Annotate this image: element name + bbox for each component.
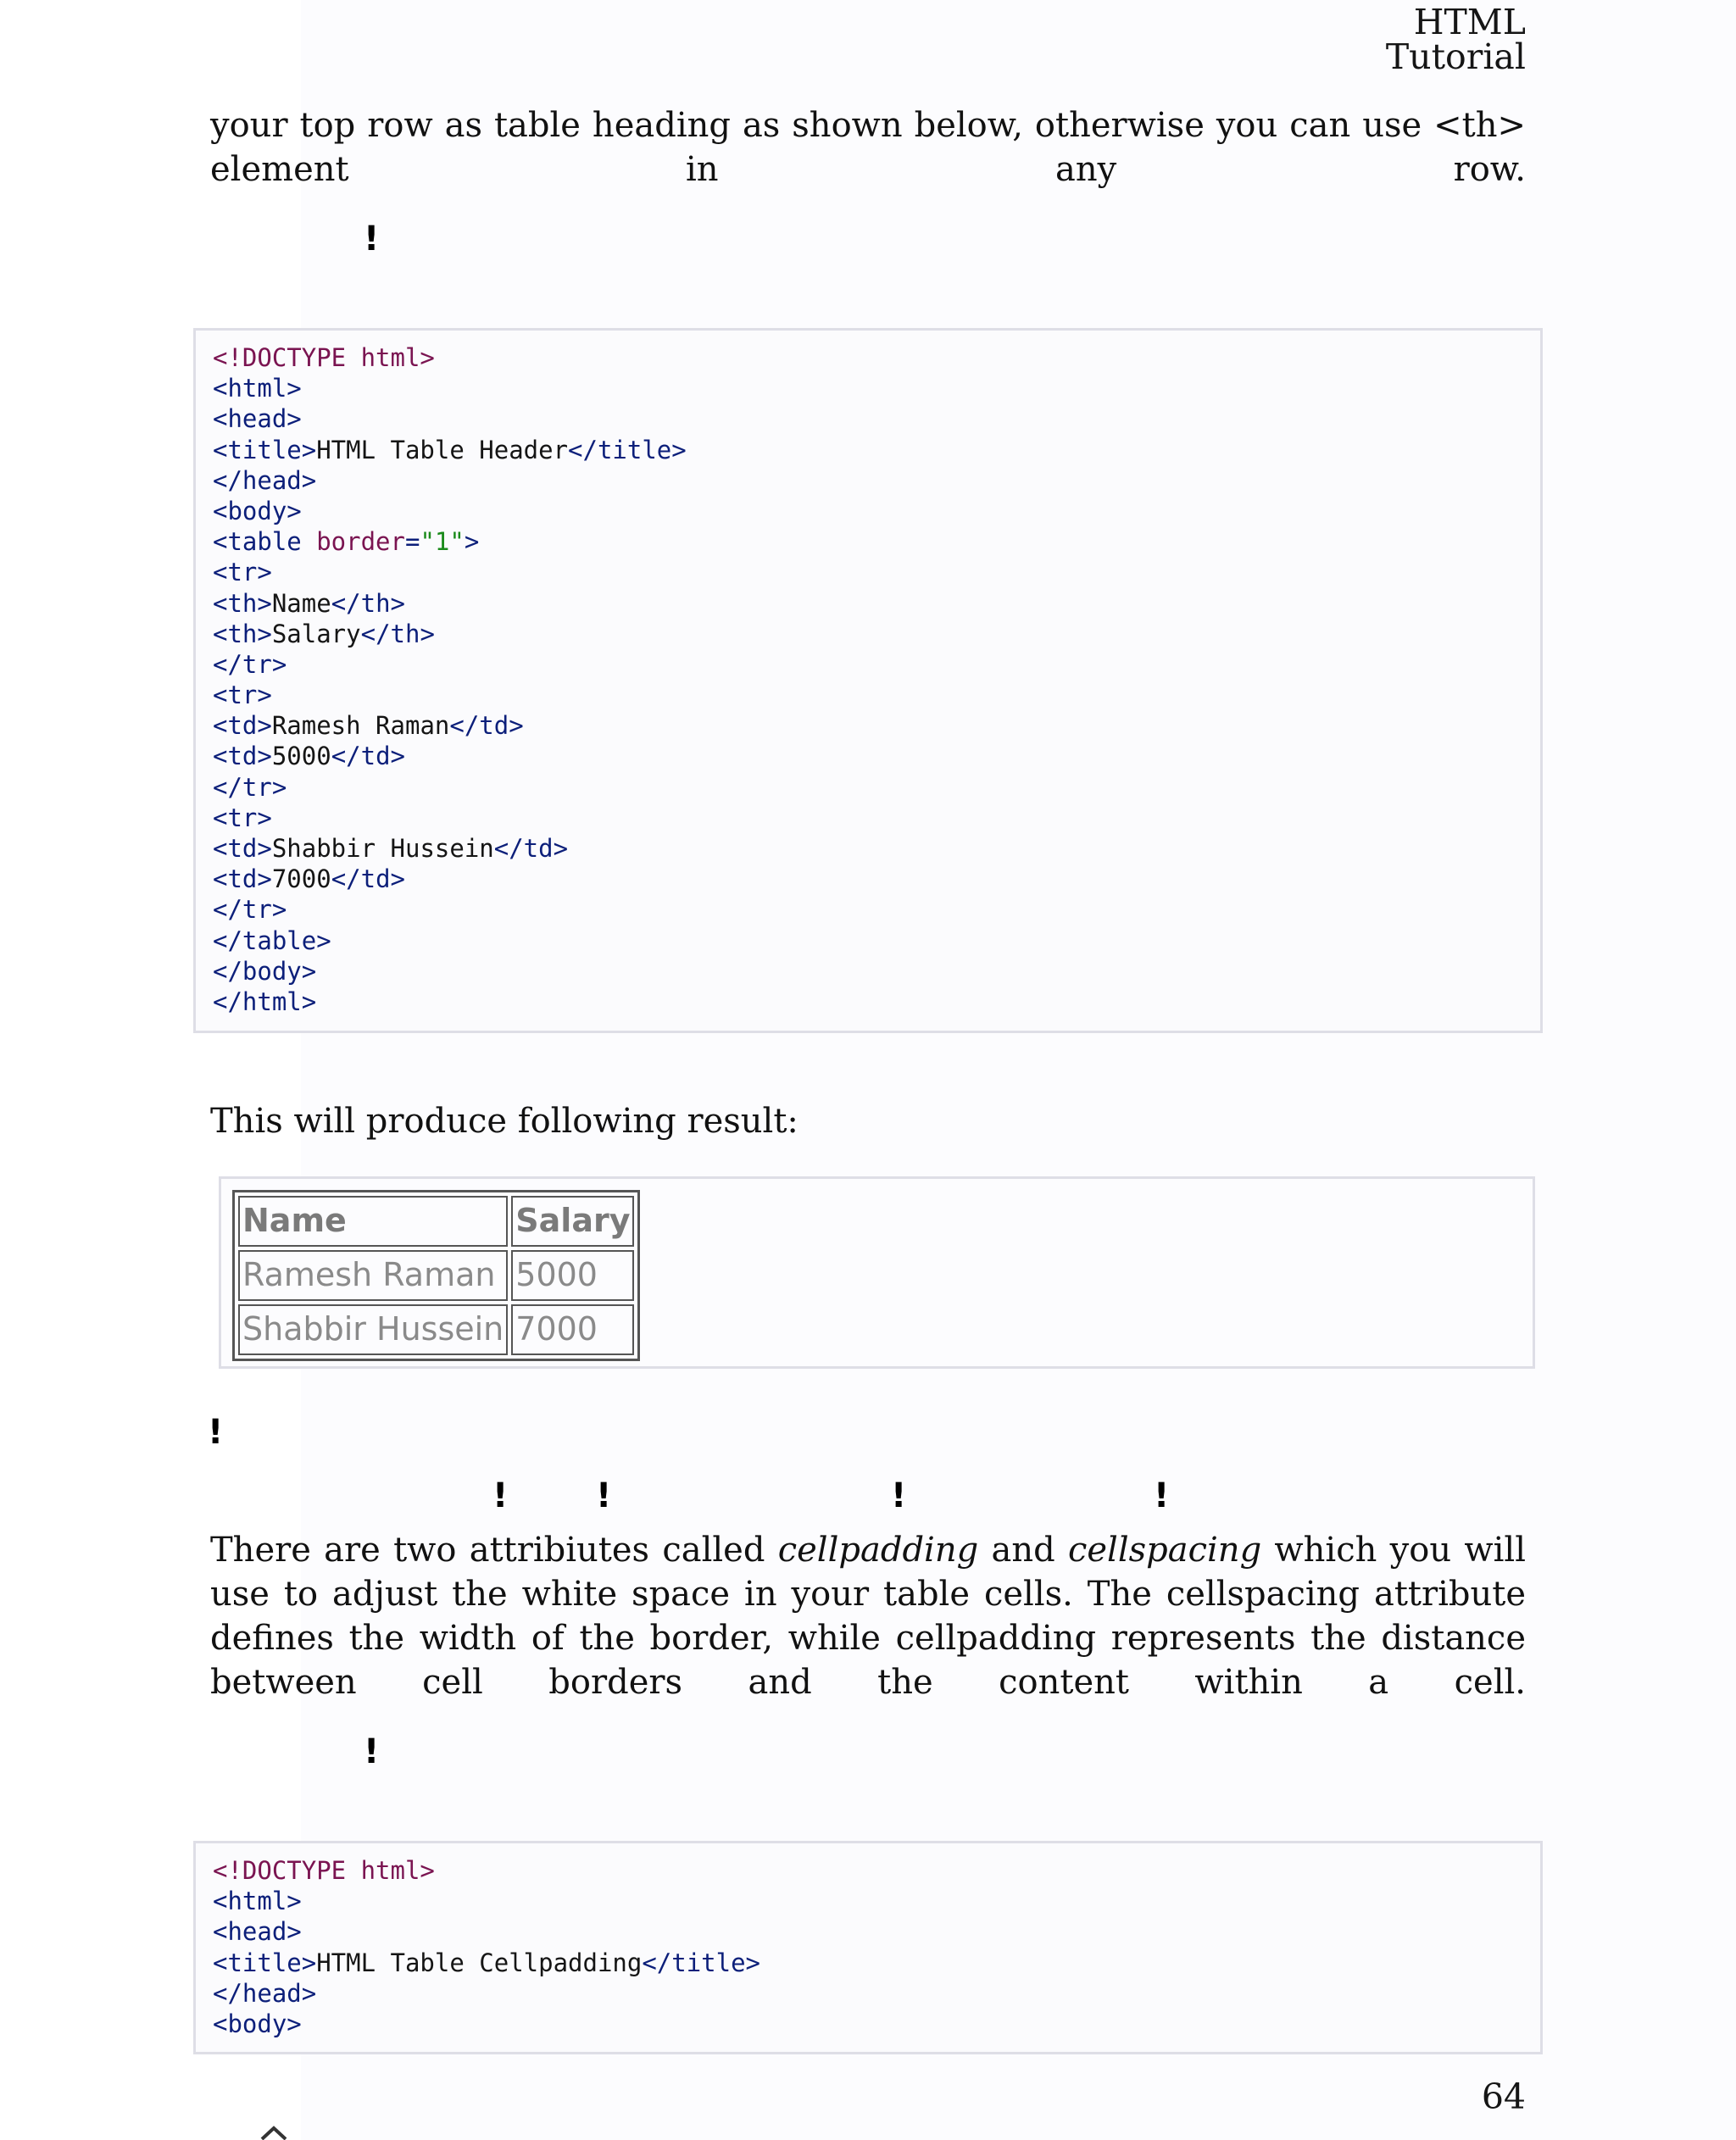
code-token: <title> [213, 1948, 317, 1977]
code-token: <table [213, 527, 317, 557]
subheading-mark: ! [891, 1476, 907, 1515]
code-token: </title> [642, 1948, 761, 1977]
code-token: border [316, 527, 405, 557]
code-token: HTML Table Header [316, 435, 569, 464]
table-cell: Ramesh Raman [238, 1250, 508, 1301]
table-row [238, 1250, 634, 1301]
code-token: </td> [493, 834, 569, 863]
code-token: <td> [213, 711, 272, 741]
section-heading-mark: ! [208, 1413, 224, 1452]
code-lines [213, 1855, 1523, 2039]
code-token: <td> [213, 742, 272, 771]
table-cell: 7000 [511, 1304, 634, 1355]
code-line [213, 710, 1523, 741]
subheading-mark: ! [1154, 1476, 1170, 1515]
paragraph-text: and [978, 1531, 1068, 1570]
code-line [213, 894, 1523, 925]
code-line [213, 465, 1523, 496]
code-token: </td> [331, 742, 405, 771]
code-token: </th> [331, 588, 405, 618]
table-cell: Shabbir Hussein [238, 1304, 508, 1355]
code-token: </tr> [213, 895, 287, 925]
code-line [213, 373, 1523, 403]
code-token: </title> [568, 435, 687, 464]
table-row [238, 1304, 634, 1355]
code-token: <html> [213, 374, 302, 403]
code-line [213, 619, 1523, 649]
code-token: <!DOCTYPE html> [213, 1856, 435, 1885]
code-line [213, 987, 1523, 1017]
code-token: </tr> [213, 649, 287, 679]
code-token: <th> [213, 588, 272, 618]
code-example-cellpadding [193, 1841, 1543, 2054]
result-intro-paragraph: This will produce following result: [210, 1102, 798, 1141]
code-token: </head> [213, 1978, 317, 2008]
code-token: <tr> [213, 558, 272, 587]
example-heading-mark: ! [364, 220, 380, 258]
code-token: <html> [213, 1887, 302, 1916]
chevron-up-icon[interactable] [257, 2123, 291, 2140]
code-token: <td> [213, 834, 272, 863]
code-token: </tr> [213, 772, 287, 802]
code-line [213, 1978, 1523, 2009]
code-token: </html> [213, 987, 317, 1016]
paragraph-text: which you will use to adjust the white space in your table cells. The cellspacing attribute defines the width of the border, while cellpadding represents the distance between cell borders and the content within a cell. [210, 1531, 1526, 1702]
code-token: <!DOCTYPE html> [213, 343, 435, 372]
table-cell: 5000 [511, 1250, 634, 1301]
page-background [301, 0, 1736, 2140]
code-line [213, 741, 1523, 771]
subheading-mark: ! [492, 1476, 509, 1515]
code-token: "1" [420, 527, 465, 557]
code-token: 7000 [271, 864, 331, 894]
table-header-cell: Salary [511, 1196, 634, 1247]
code-line [213, 925, 1523, 956]
code-line [213, 772, 1523, 803]
code-line [213, 1948, 1523, 1978]
code-line [213, 1886, 1523, 1916]
code-token: <tr> [213, 803, 272, 832]
cellpadding-paragraph [210, 1528, 1526, 1748]
code-token: </th> [360, 619, 435, 648]
code-token: </head> [213, 465, 317, 495]
intro-paragraph: your top row as table heading as shown below, otherwise you can use <th> element in any row. [210, 106, 1526, 189]
subheading-mark: ! [596, 1476, 612, 1515]
code-token: <th> [213, 619, 272, 648]
code-token: <head> [213, 404, 302, 434]
code-line [213, 1855, 1523, 1886]
code-token: <title> [213, 435, 317, 464]
code-lines [213, 342, 1523, 1017]
code-line [213, 588, 1523, 619]
code-token: HTML Table Cellpadding [316, 1948, 643, 1977]
code-token: </td> [331, 864, 405, 894]
code-line [213, 1916, 1523, 1947]
table-header-cell: Name [238, 1196, 508, 1247]
code-example-header [193, 328, 1543, 1033]
code-token: > [464, 527, 480, 557]
code-token: <body> [213, 496, 302, 525]
code-token: <td> [213, 864, 272, 894]
code-token: </body> [213, 956, 317, 986]
term-cellpadding: cellpadding [777, 1531, 979, 1570]
example-heading-mark: ! [364, 1732, 380, 1771]
code-line [213, 864, 1523, 894]
code-token: Shabbir Hussein [271, 834, 494, 863]
running-header: HTML Tutorial [1385, 2, 1526, 77]
code-line [213, 557, 1523, 587]
code-line [213, 803, 1523, 833]
code-token: Salary [271, 619, 361, 648]
term-cellspacing: cellspacing [1067, 1531, 1262, 1570]
code-line [213, 956, 1523, 987]
code-line [213, 342, 1523, 373]
code-token: Name [271, 588, 331, 618]
code-line [213, 496, 1523, 526]
rendered-salary-table [232, 1190, 640, 1361]
code-line [213, 680, 1523, 710]
table-header-row [238, 1196, 634, 1247]
code-token: <body> [213, 2009, 302, 2038]
code-token: = [404, 527, 420, 557]
code-line [213, 526, 1523, 557]
code-line [213, 435, 1523, 465]
code-token: Ramesh Raman [271, 711, 450, 741]
result-output-box [219, 1176, 1535, 1369]
code-token: 5000 [271, 742, 331, 771]
code-line [213, 833, 1523, 864]
code-line [213, 403, 1523, 434]
code-token: </td> [449, 711, 524, 741]
paragraph-text: There are two attribiutes called [210, 1531, 778, 1570]
code-token: <head> [213, 1917, 302, 1947]
code-line [213, 2009, 1523, 2039]
page-number: 64 [1481, 2076, 1526, 2117]
code-line [213, 649, 1523, 680]
code-token: </table> [213, 925, 331, 955]
code-token: <tr> [213, 681, 272, 710]
